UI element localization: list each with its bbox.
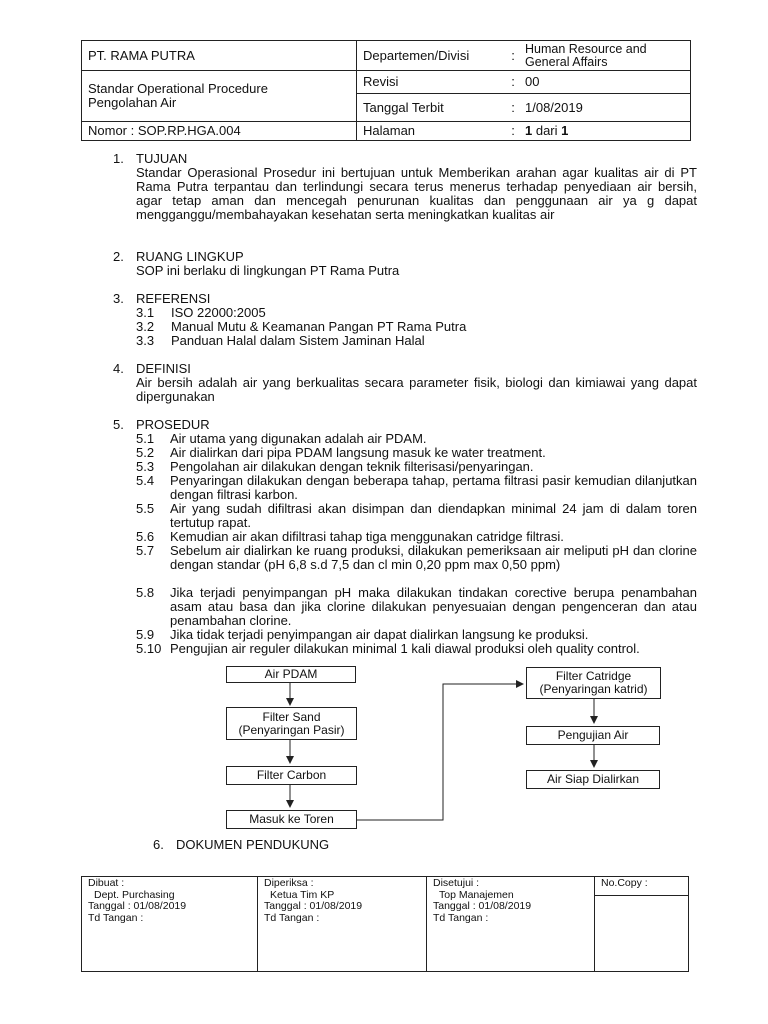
list-item-num: 5.4 [136,473,155,488]
section-title: DOKUMEN PENDUKUNG [176,837,330,852]
approval-cell-nocopy [595,877,689,972]
list-item-num: 5.8 [136,585,155,600]
list-item-num: 5.5 [136,501,155,516]
halaman-colon: : [507,122,519,141]
list-item-text: Kemudian air akan difiltrasi tahap tiga menggunakan catridge filtrasi. [170,529,564,544]
list-item-text: Pengujian air reguler dilakukan minimal 1 kali diawal produksi oleh quality control. [170,641,640,656]
dept-colon: : [507,41,519,71]
flow-box-filter-catridge [526,667,661,699]
approval-role: Ketua Tim KP [270,888,335,901]
doc-title-line2: Pengolahan Air [88,95,177,110]
list-item-text: Air dialirkan dari pipa PDAM langsung masuk ke water treatment. [170,445,546,460]
list-item-num: 5.3 [136,459,155,474]
halaman-page: 1 [525,123,533,138]
list-item-num: 5.1 [136,431,155,446]
approval-date: Tanggal : 01/08/2019 [433,900,532,912]
flow-box-label: Pengujian Air [557,728,629,742]
list-item-text: Panduan Halal dalam Sistem Jaminan Halal [171,333,425,348]
flow-box-air-siap [526,770,660,789]
approval-signature: Td Tangan : [264,911,320,924]
list-item-text: ISO 22000:2005 [171,305,266,320]
tanggal-value: 1/08/2019 [519,94,691,122]
section-title: PROSEDUR [136,417,210,432]
approval-table [81,876,689,972]
flow-box-filter-sand [226,707,357,740]
section-title: DEFINISI [136,361,191,376]
company-name: PT. RAMA PUTRA [82,41,357,71]
approval-heading: Disetujui : [433,877,480,889]
section-num: 4. [113,361,124,376]
flow-box-sublabel: (Penyaringan Pasir) [238,722,345,737]
approval-cell-diperiksa [258,877,427,972]
list-item-num: 3.3 [136,333,155,348]
approval-heading: Dibuat : [88,877,125,889]
halaman-label: Halaman [357,122,508,141]
flow-box-label: Air PDAM [264,667,318,681]
revisi-label: Revisi [357,71,508,94]
approval-date: Tanggal : 01/08/2019 [88,900,187,912]
list-item-num: 3.2 [136,319,155,334]
list-item-text: Air yang sudah difiltrasi akan disimpan dan diendapkan minimal 24 jam di dalam toren tertutup rapat. [170,501,697,530]
dept-value: Human Resource and General Affairs [519,41,691,71]
approval-signature: Td Tangan : [433,911,489,924]
flow-box-filter-carbon [226,766,357,785]
flow-box-label: Filter Catridge [555,669,632,683]
revisi-colon: : [507,71,519,94]
list-item-num: 5.7 [136,543,155,558]
approval-cell-disetujui [427,877,595,972]
approval-cell-dibuat [82,877,258,972]
flow-box-sublabel: (Penyaringan katrid) [539,682,648,696]
section-title: REFERENSI [136,291,211,306]
revisi-value: 00 [519,71,691,94]
doc-number: Nomor : SOP.RP.HGA.004 [82,122,357,141]
tanggal-colon: : [507,94,519,122]
list-item-num: 5.2 [136,445,155,460]
tanggal-label: Tanggal Terbit [357,94,508,122]
list-item-text: Jika tidak terjadi penyimpangan air dapat dialirkan langsung ke produksi. [170,627,589,642]
flow-box-masuk-toren [226,810,357,829]
flow-box-air-pdam [226,666,356,683]
list-item-text: Air utama yang digunakan adalah air PDAM. [170,431,427,446]
approval-signature: Td Tangan : [88,911,144,924]
section-num: 1. [113,151,124,166]
approval-date: Tanggal : 01/08/2019 [264,900,363,912]
approval-heading: No.Copy : [595,877,688,896]
section-num: 6. [153,837,164,852]
section-title: RUANG LINGKUP [136,249,244,264]
list-item-text: Sebelum air dialirkan ke ruang produksi, dilakukan pemeriksaan air meliputi pH dan clorine dengan standar (pH 6,8 s.d 7,5 dan cl min 0,20 ppm max 0,50 ppm) [170,543,697,572]
dept-label: Departemen/Divisi [357,41,508,71]
section-text: SOP ini berlaku di lingkungan PT Rama Putra [136,263,400,278]
flow-box-label: Masuk ke Toren [249,812,334,826]
flow-box-label: Air Siap Dialirkan [546,772,640,786]
list-item-text: Jika terjadi penyimpangan pH maka dilakukan tindakan corective berupa penambahan asam atau basa dan jika clorine dilakukan penyesuaian dengan pengenceran dan atau penambahan clorine. [170,585,697,628]
approval-role: Dept. Purchasing [94,888,175,901]
list-item-text: Pengolahan air dilakukan dengan teknik filterisasi/penyaringan. [170,459,534,474]
section-text: Air bersih adalah air yang berkualitas secara parameter fisik, biologi dan kimiawai yang dapat dipergunakan [136,375,697,404]
list-item-num: 5.10 [136,641,162,656]
halaman-mid: dari [532,123,562,138]
section-text: Standar Operasional Prosedur ini bertujuan untuk Memberikan arahan agar kualitas air di PT Rama Putra terpantau dan terlindungi secara terus menerus terhadap penyediaan air bersih, agar tetap aman dan mencegah penurunan kualitas dan penggunaan air ya g dapat mengganggu/membahayakan kesehatan serta meningkatkan kualitas air [136,165,697,222]
flow-box-label: Filter Carbon [256,768,327,782]
flow-box-label: Filter Sand [262,709,321,724]
arrow-toren-to-catridge [357,684,523,820]
halaman-total: 1 [561,123,569,138]
list-item-num: 3.1 [136,305,155,320]
approval-heading: Diperiksa : [264,877,314,889]
section-title: TUJUAN [136,151,188,166]
section-num: 2. [113,249,124,264]
section-num: 5. [113,417,124,432]
section-num: 3. [113,291,124,306]
list-item-text: Manual Mutu & Keamanan Pangan PT Rama Putra [171,319,467,334]
approval-role: Top Manajemen [439,888,514,901]
doc-title-line1: Standar Operational Procedure [88,81,268,96]
list-item-num: 5.9 [136,627,155,642]
flow-box-pengujian-air [526,726,660,745]
list-item-num: 5.6 [136,529,155,544]
list-item-text: Penyaringan dilakukan dengan beberapa tahap, pertama filtrasi pasir kemudian dilanjutkan dengan filtrasi karbon. [170,473,697,502]
